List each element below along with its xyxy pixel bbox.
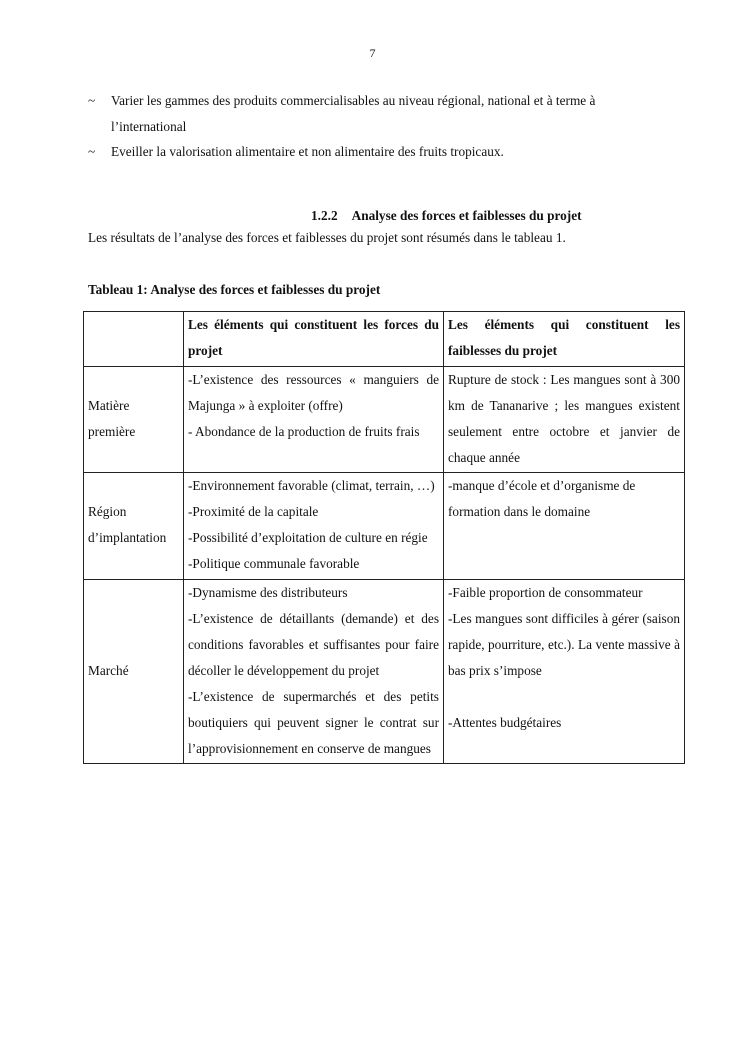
tilde-bullet-icon: ~ [88,144,96,159]
cell-line: -L’existence de supermarchés et des petits boutiquiers qui peuvent signer le contrat sur l’approvisionnement en conserve de mangues [188,688,439,756]
row-label: Matière première [84,366,184,473]
cell-line: -L’existence des ressources « manguiers de Majunga » à exploiter (offre) [188,371,439,413]
cell-line: -Faible proportion de consommateur [448,585,643,601]
cell-line: Rupture de stock : Les mangues sont à 300 km de Tananarive ; les mangues existent seulement entre octobre et janvier de chaque année [448,371,680,465]
bullet-list [88,88,668,165]
cell-line: -Politique communale favorable [188,556,360,572]
cell-line: -Les mangues sont difficiles à gérer (saison rapide, pourriture, etc.). La vente massive à bas prix s’impose [448,610,680,678]
section-number: 1.2.2 [311,208,338,223]
bullet-text: Varier les gammes des produits commercialisables au niveau régional, national et à terme à l’international [111,93,596,134]
cell-line: -Dynamisme des distributeurs [188,585,348,601]
tilde-bullet-icon: ~ [88,93,96,108]
forces-cell [184,473,444,580]
row-label: Région d’implantation [84,473,184,580]
analysis-table [83,311,685,764]
cell-line: -L’existence de détaillants (demande) et des conditions favorables et suffisantes pour faire décoller le développement du projet [188,610,439,678]
faiblesses-cell [444,580,685,764]
forces-cell [184,580,444,764]
section-intro: Les résultats de l’analyse des forces et faiblesses du projet sont résumés dans le tableau 1. [88,230,566,245]
header-forces: Les éléments qui constituent les forces du projet [184,312,444,367]
table-row [84,473,685,580]
forces-cell [184,366,444,473]
cell-line: -Proximité de la capitale [188,504,319,520]
faiblesses-cell [444,366,685,473]
cell-line: -Attentes budgétaires [448,714,562,730]
faiblesses-cell [444,473,685,580]
cell-line: -Environnement favorable (climat, terrain, …) [188,478,435,494]
bullet-item [88,88,668,139]
table-row [84,580,685,764]
cell-line [448,684,680,710]
cell-line: -Possibilité d’exploitation de culture en régie [188,530,428,546]
table-caption: Tableau 1: Analyse des forces et faiblesses du projet [88,282,381,297]
table-row [84,366,685,473]
section-heading [311,208,582,224]
empty-corner-cell [84,312,184,367]
section-title: Analyse des forces et faiblesses du projet [351,208,582,223]
table-header-row [84,312,685,367]
bullet-text: Eveiller la valorisation alimentaire et non alimentaire des fruits tropicaux. [111,144,504,159]
cell-line: - Abondance de la production de fruits frais [188,423,420,439]
page-number: 7 [369,46,376,60]
bullet-item [88,139,668,165]
header-faiblesses: Les éléments qui constituent les faiblesses du projet [444,312,685,367]
row-label: Marché [84,580,184,764]
cell-line: -manque d’école et d’organisme de formation dans le domaine [448,478,636,520]
